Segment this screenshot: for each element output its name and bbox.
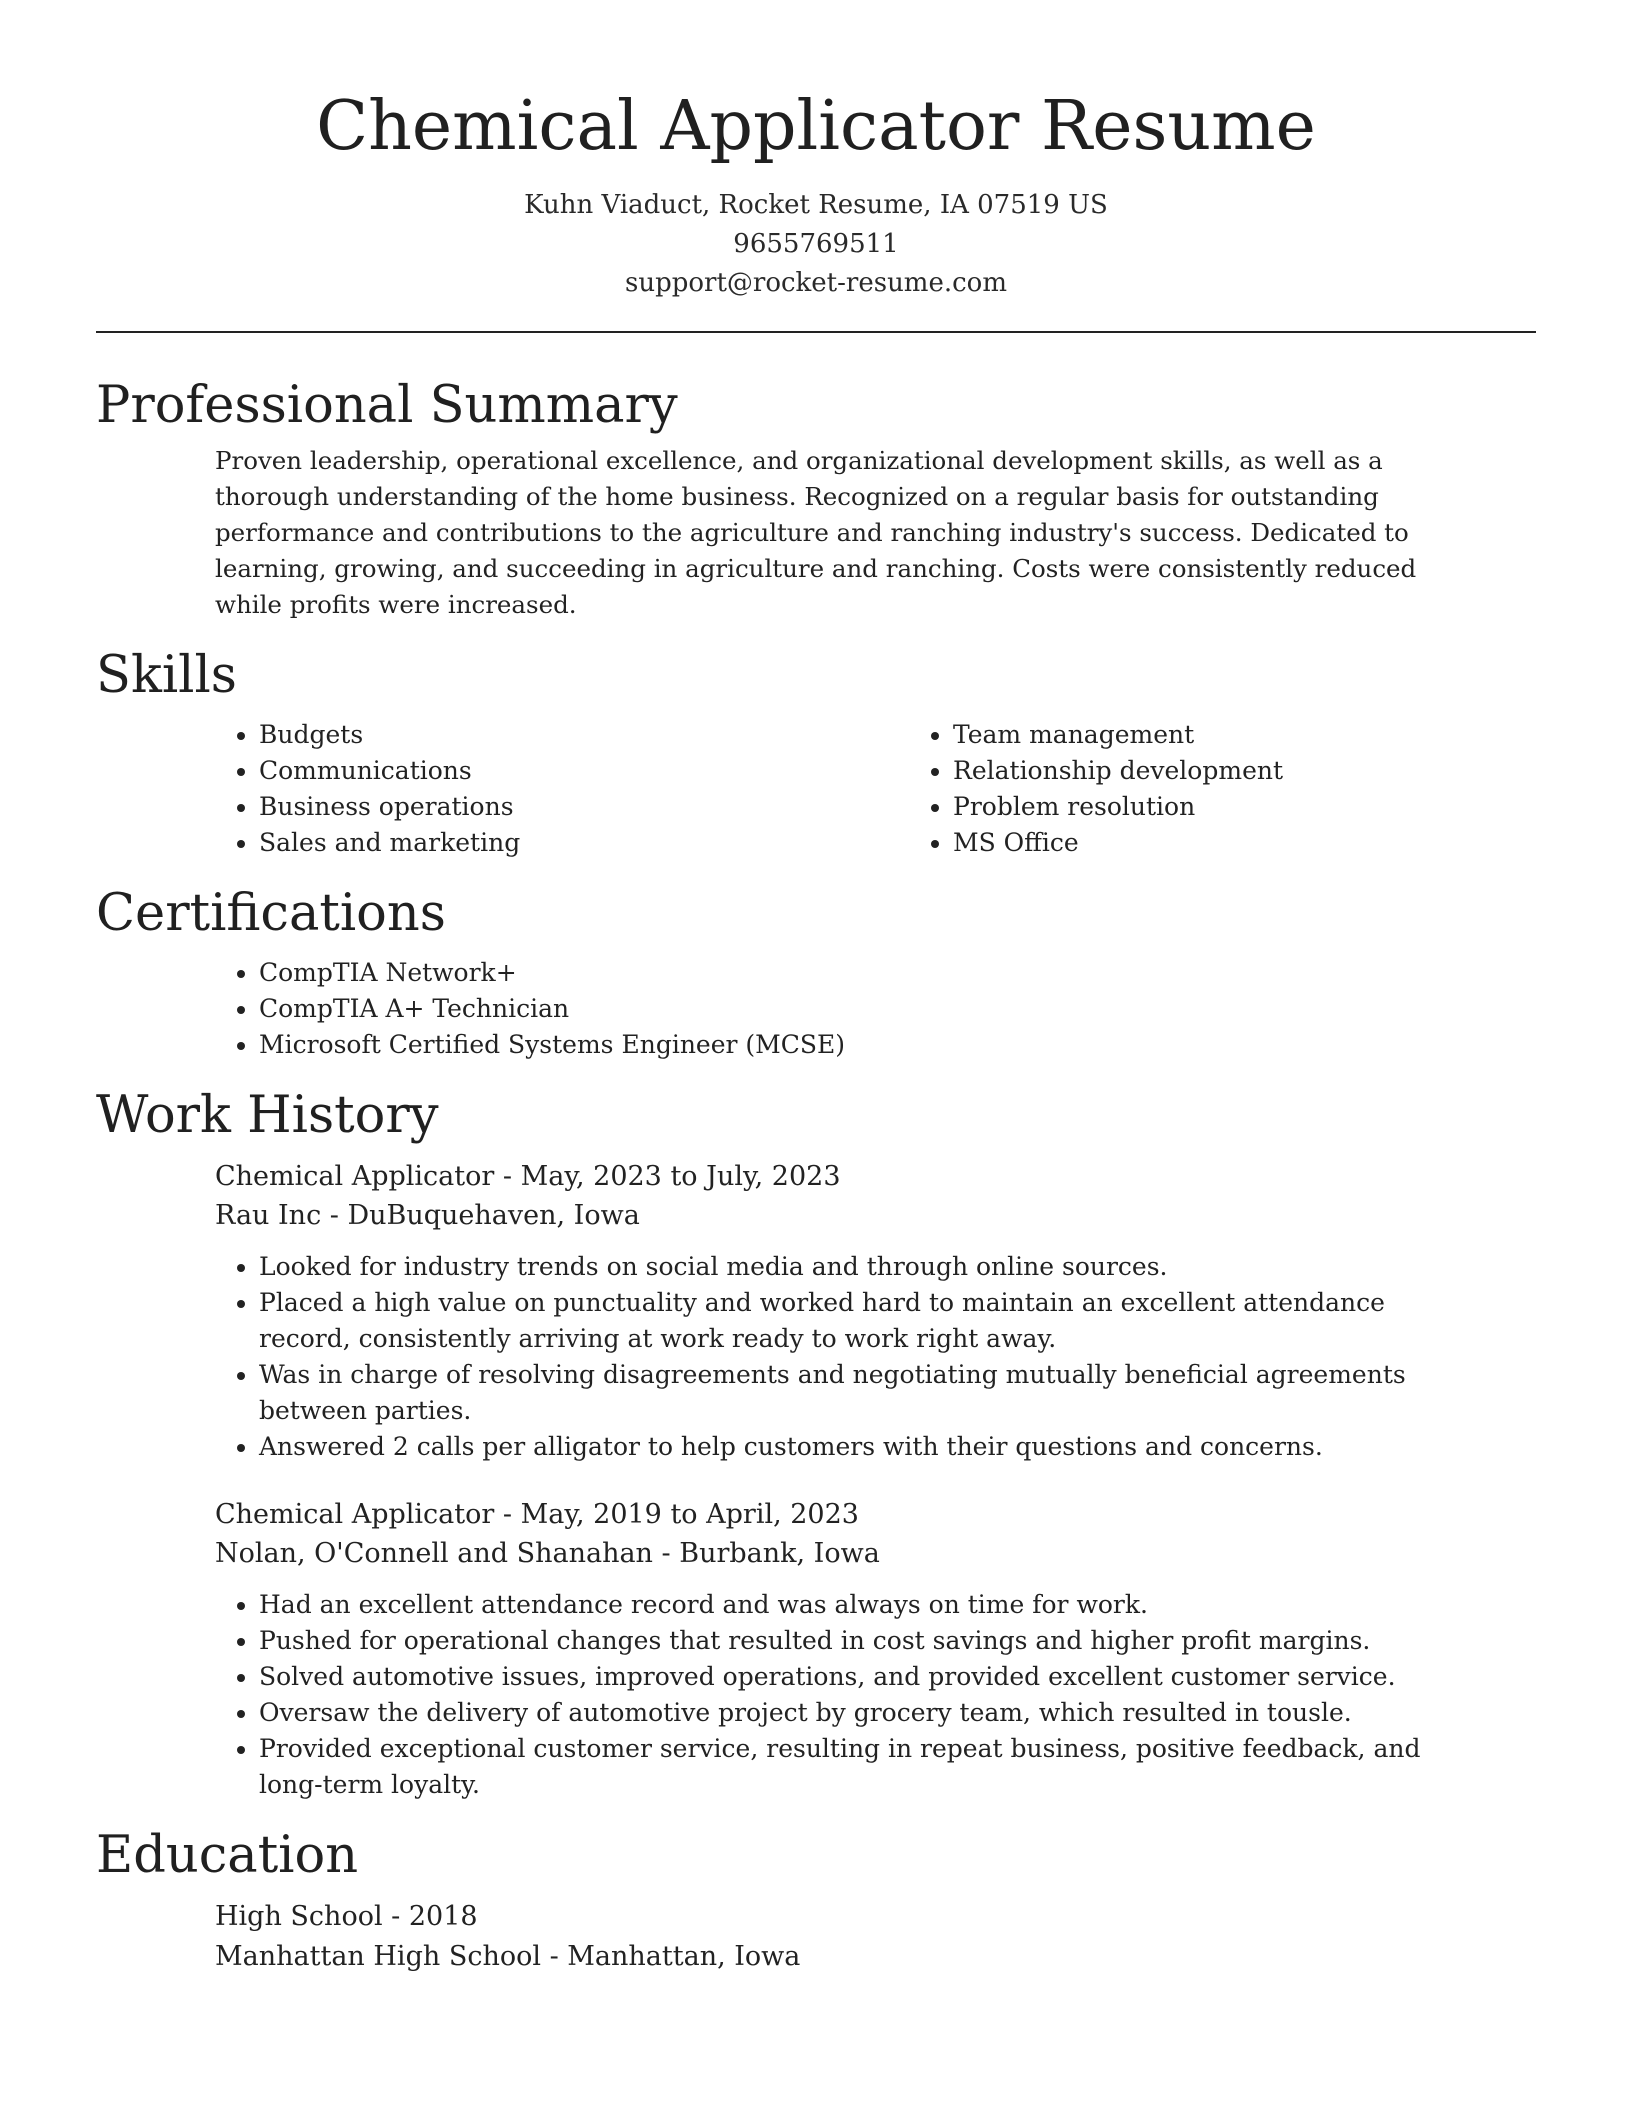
education-degree: High School <box>215 1901 383 1932</box>
job-entry <box>96 1157 1536 1465</box>
resume-title: Chemical Applicator Resume <box>316 87 1316 166</box>
education-location: - Manhattan, Iowa <box>540 1941 801 1972</box>
job-bullet: • Looked for industry trends on social media and through online sources. <box>259 1249 1466 1285</box>
job-bullet: • Pushed for operational changes that resulted in cost savings and higher profit margins. <box>259 1623 1466 1659</box>
skills-right-list <box>909 717 1603 861</box>
job-company: Rau Inc <box>215 1200 322 1231</box>
job-bullet: • Placed a high value on punctuality and worked hard to maintain an excellent attendance record, consistently arriving at work ready to work right away. <box>259 1285 1466 1357</box>
summary-heading: Professional Summary <box>96 376 678 435</box>
job-bullet: • Oversaw the delivery of automotive project by grocery team, which resulted in tousle. <box>259 1695 1466 1731</box>
job-title-line <box>215 1157 1466 1196</box>
skills-columns <box>96 717 1536 861</box>
work-history-section <box>96 1083 1536 1803</box>
job-bullets <box>215 1587 1466 1803</box>
skill-item: • Communications <box>259 753 909 789</box>
certifications-list <box>215 955 1466 1063</box>
job-bullet: • Was in charge of resolving disagreements and negotiating mutually beneficial agreements between parties. <box>259 1357 1466 1429</box>
skill-item: • Budgets <box>259 717 909 753</box>
job-location: - DuBuquehaven, Iowa <box>321 1200 640 1231</box>
skills-left-list <box>215 717 909 861</box>
skills-heading: Skills <box>96 646 237 705</box>
education-year: - 2018 <box>382 1901 478 1932</box>
job-bullet: • Had an excellent attendance record and was always on time for work. <box>259 1587 1466 1623</box>
job-bullet: • Provided exceptional customer service, resulting in repeat business, positive feedback, and long-term loyalty. <box>259 1731 1466 1803</box>
job-entry <box>96 1495 1536 1803</box>
certification-item: • Microsoft Certified Systems Engineer (MCSE) <box>259 1027 1466 1063</box>
header-divider <box>96 331 1536 333</box>
certifications-heading: Certifications <box>96 884 446 943</box>
address: Kuhn Viaduct, Rocket Resume, IA 07519 US <box>524 190 1108 220</box>
job-dates: - May, 2019 to April, 2023 <box>494 1499 859 1530</box>
contact-info <box>96 186 1536 303</box>
email: support@rocket-resume.com <box>624 268 1007 298</box>
job-bullets <box>215 1249 1466 1465</box>
education-degree-line <box>215 1897 1466 1937</box>
skill-item: • Team management <box>953 717 1603 753</box>
skill-item: • Business operations <box>259 789 909 825</box>
skills-section <box>96 643 1536 861</box>
job-company: Nolan, O'Connell and Shanahan <box>215 1538 653 1569</box>
skill-item: • MS Office <box>953 825 1603 861</box>
education-heading: Education <box>96 1826 359 1885</box>
certifications-section <box>96 881 1536 1063</box>
summary-text: Proven leadership, operational excellence, and organizational development skills, as well as a thorough understanding of the home business. Recognized on a regular basis for outstanding performance and contributions to the agriculture and ranching industry's success. Dedicated to learning, growing, and succeeding in agriculture and ranching. Costs were consistently reduced while profits were increased. <box>215 446 1417 619</box>
job-company-line <box>215 1196 1466 1235</box>
work-history-heading: Work History <box>96 1086 439 1145</box>
certification-item: • CompTIA Network+ <box>259 955 1466 991</box>
education-school: Manhattan High School <box>215 1941 541 1972</box>
education-school-line <box>215 1937 1466 1977</box>
job-title: Chemical Applicator <box>215 1499 495 1530</box>
job-title-line <box>215 1495 1466 1534</box>
phone: 9655769511 <box>733 229 899 259</box>
job-bullet: • Solved automotive issues, improved operations, and provided excellent customer service. <box>259 1659 1466 1695</box>
skill-item: • Problem resolution <box>953 789 1603 825</box>
education-section <box>96 1823 1536 1977</box>
job-company-line <box>215 1534 1466 1573</box>
job-location: - Burbank, Iowa <box>652 1538 880 1569</box>
job-bullet: • Answered 2 calls per alligator to help customers with their questions and concerns. <box>259 1429 1466 1465</box>
job-title: Chemical Applicator <box>215 1161 495 1192</box>
skill-item: • Sales and marketing <box>259 825 909 861</box>
skill-item: • Relationship development <box>953 753 1603 789</box>
summary-section <box>96 373 1536 623</box>
job-dates: - May, 2023 to July, 2023 <box>494 1161 841 1192</box>
certification-item: • CompTIA A+ Technician <box>259 991 1466 1027</box>
